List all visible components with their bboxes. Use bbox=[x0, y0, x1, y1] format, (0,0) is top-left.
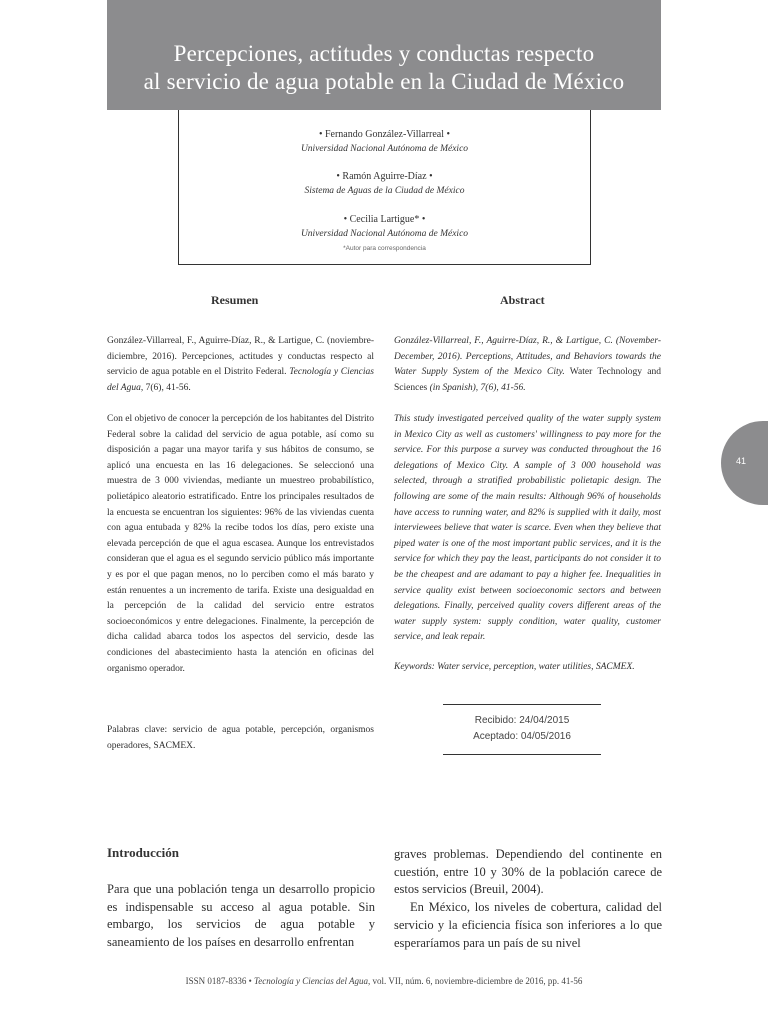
abstract-body bbox=[394, 412, 661, 646]
citation-volume: (in Spanish), 7(6), 41-56. bbox=[427, 382, 526, 393]
citation-journal: Water Technology and Sciences bbox=[394, 367, 661, 393]
author-2 bbox=[179, 170, 590, 198]
title-line-1: Percepciones, actitudes y conductas respecto bbox=[173, 41, 595, 66]
accepted-date: Aceptado: 04/05/2016 bbox=[473, 731, 571, 742]
author-affiliation: Sistema de Aguas de la Ciudad de México bbox=[304, 186, 465, 196]
resumen-body bbox=[107, 412, 374, 677]
citation-text: González-Villarreal, F., Aguirre-Díaz, R., & Lartigue, C. (noviembre-diciembre, 2016). Percepciones, actitudes y conductas respecto al servicio de agua potable en el Distrito Federal. bbox=[107, 336, 374, 378]
resumen-citation bbox=[107, 334, 374, 396]
title-banner bbox=[107, 0, 661, 110]
footer bbox=[0, 976, 768, 986]
author-3 bbox=[179, 213, 590, 241]
author-affiliation: Universidad Nacional Autónoma de México bbox=[300, 144, 469, 154]
citation-text: González-Villarreal, F., Aguirre-Díaz, R., & Lartigue, C. (November-December, 2016). Perceptions, Attitudes, and Behaviors towards the Water Supply System of the Mexico City. bbox=[394, 336, 661, 378]
footer-journal: Tecnología y Ciencias del Agua bbox=[254, 976, 369, 986]
resumen-text: Con el objetivo de conocer la percepción de los habitantes del Distrito Federal sobre la calidad del servicio de agua potable, así como su disposición a pagar una mayor tarifa y sus hábitos de consumo, se aplicó una encuesta en las 16 delegaciones. Se seleccionó una muestra de 3 000 viviendas, mediante un muestreo probabilístico, polietápico aleatorio estratificado. Entre los principales resultados de la encuesta se encuentran los siguientes: 96% de las viviendas cuenta con agua entubada y 82% la recibe todos los días, pero existe una elevada percepción de que el agua escasea. Aunque los entrevistados consideran que el agua es el segundo servicio público más importante y es por el que pagan menos, no lo perciben como el más barato y están renuentes a un incremento de tarifa. Existe una desigualdad en la percepción de la calidad del servicio entre estratos socioeconómicos y entre delegaciones. Finalmente, la percepción de dicha calidad abarca todos los aspectos del servicio, desde las condiciones del abastecimiento hasta la atención en oficinas del organismo operador. bbox=[107, 414, 374, 674]
author-box bbox=[178, 110, 591, 265]
author-note: *Autor para correspondencia bbox=[343, 245, 426, 252]
citation-volume: , 7(6), 41-56. bbox=[140, 382, 191, 393]
abstract-citation bbox=[394, 334, 661, 396]
author-name: • Fernando González-Villarreal • bbox=[318, 129, 451, 140]
abstract-keywords bbox=[394, 660, 661, 676]
keywords-text: Palabras clave: servicio de agua potable, percepción, organismos operadores, SACMEX. bbox=[107, 725, 374, 751]
author-name: • Cecilia Lartigue* • bbox=[343, 214, 426, 225]
title-line-2: al servicio de agua potable en la Ciudad de México bbox=[143, 69, 625, 94]
abstract-text: This study investigated perceived quality of the water supply system in Mexico City as well as customers' willingness to pay more for the service. For this purpose a survey was conducted throughout the 16 delegations of Mexico City. A sample of 3 000 household was selected, through a stratified probabilistic polietapic design. The following are some of the main results: Although 96% of households have access to running water, and 82% is supplied with it daily, most interviewees believe that water is scarce. Even when they believe that piped water is one of the most important public services, and it is the service for which they pay the least, participants do not consider it to be the cheapest and are adamant to pay a higher fee. Inequalities in service quality exist between socioeconomic sectors and between delegations. Finally, perceived quality covers different areas of the water supply system: supply condition, water quality, customer service, and leak repair. bbox=[394, 414, 661, 643]
dates-box bbox=[443, 704, 601, 755]
resumen-heading: Resumen bbox=[211, 293, 259, 307]
author-name: • Ramón Aguirre-Díaz • bbox=[336, 171, 433, 182]
page-number: 41 bbox=[736, 456, 747, 466]
intro-left-column bbox=[107, 881, 375, 952]
intro-right-column bbox=[394, 846, 662, 952]
footer-issn: ISSN 0187-8336 • bbox=[185, 976, 255, 986]
intro-heading: Introducción bbox=[107, 845, 179, 860]
resumen-keywords bbox=[107, 723, 374, 754]
intro-paragraph: graves problemas. Dependiendo del continente en cuestión, entre 10 y 30% de la población carece de estos servicios (Breuil, 2004). bbox=[394, 847, 662, 897]
received-date: Recibido: 24/04/2015 bbox=[474, 715, 570, 726]
keywords-text: Keywords: Water service, perception, water utilities, SACMEX. bbox=[394, 662, 635, 672]
citation-journal: Tecnología y Ciencias del Agua bbox=[107, 367, 374, 393]
intro-paragraph: En México, los niveles de cobertura, calidad del servicio y la eficiencia física son inferiores a lo que esperaríamos para un país de su nivel bbox=[394, 900, 662, 950]
author-affiliation: Universidad Nacional Autónoma de México bbox=[300, 229, 469, 239]
footer-volume: , vol. VII, núm. 6, noviembre-diciembre de 2016, pp. 41-56 bbox=[368, 976, 583, 986]
abstract-heading: Abstract bbox=[500, 293, 545, 307]
author-1 bbox=[179, 128, 590, 156]
intro-left-text: Para que una población tenga un desarrollo propicio es indispensable su acceso al agua potable. Sin embargo, los servicios de agua potable y saneamiento de los países en desarrollo enfrentan bbox=[107, 882, 375, 950]
